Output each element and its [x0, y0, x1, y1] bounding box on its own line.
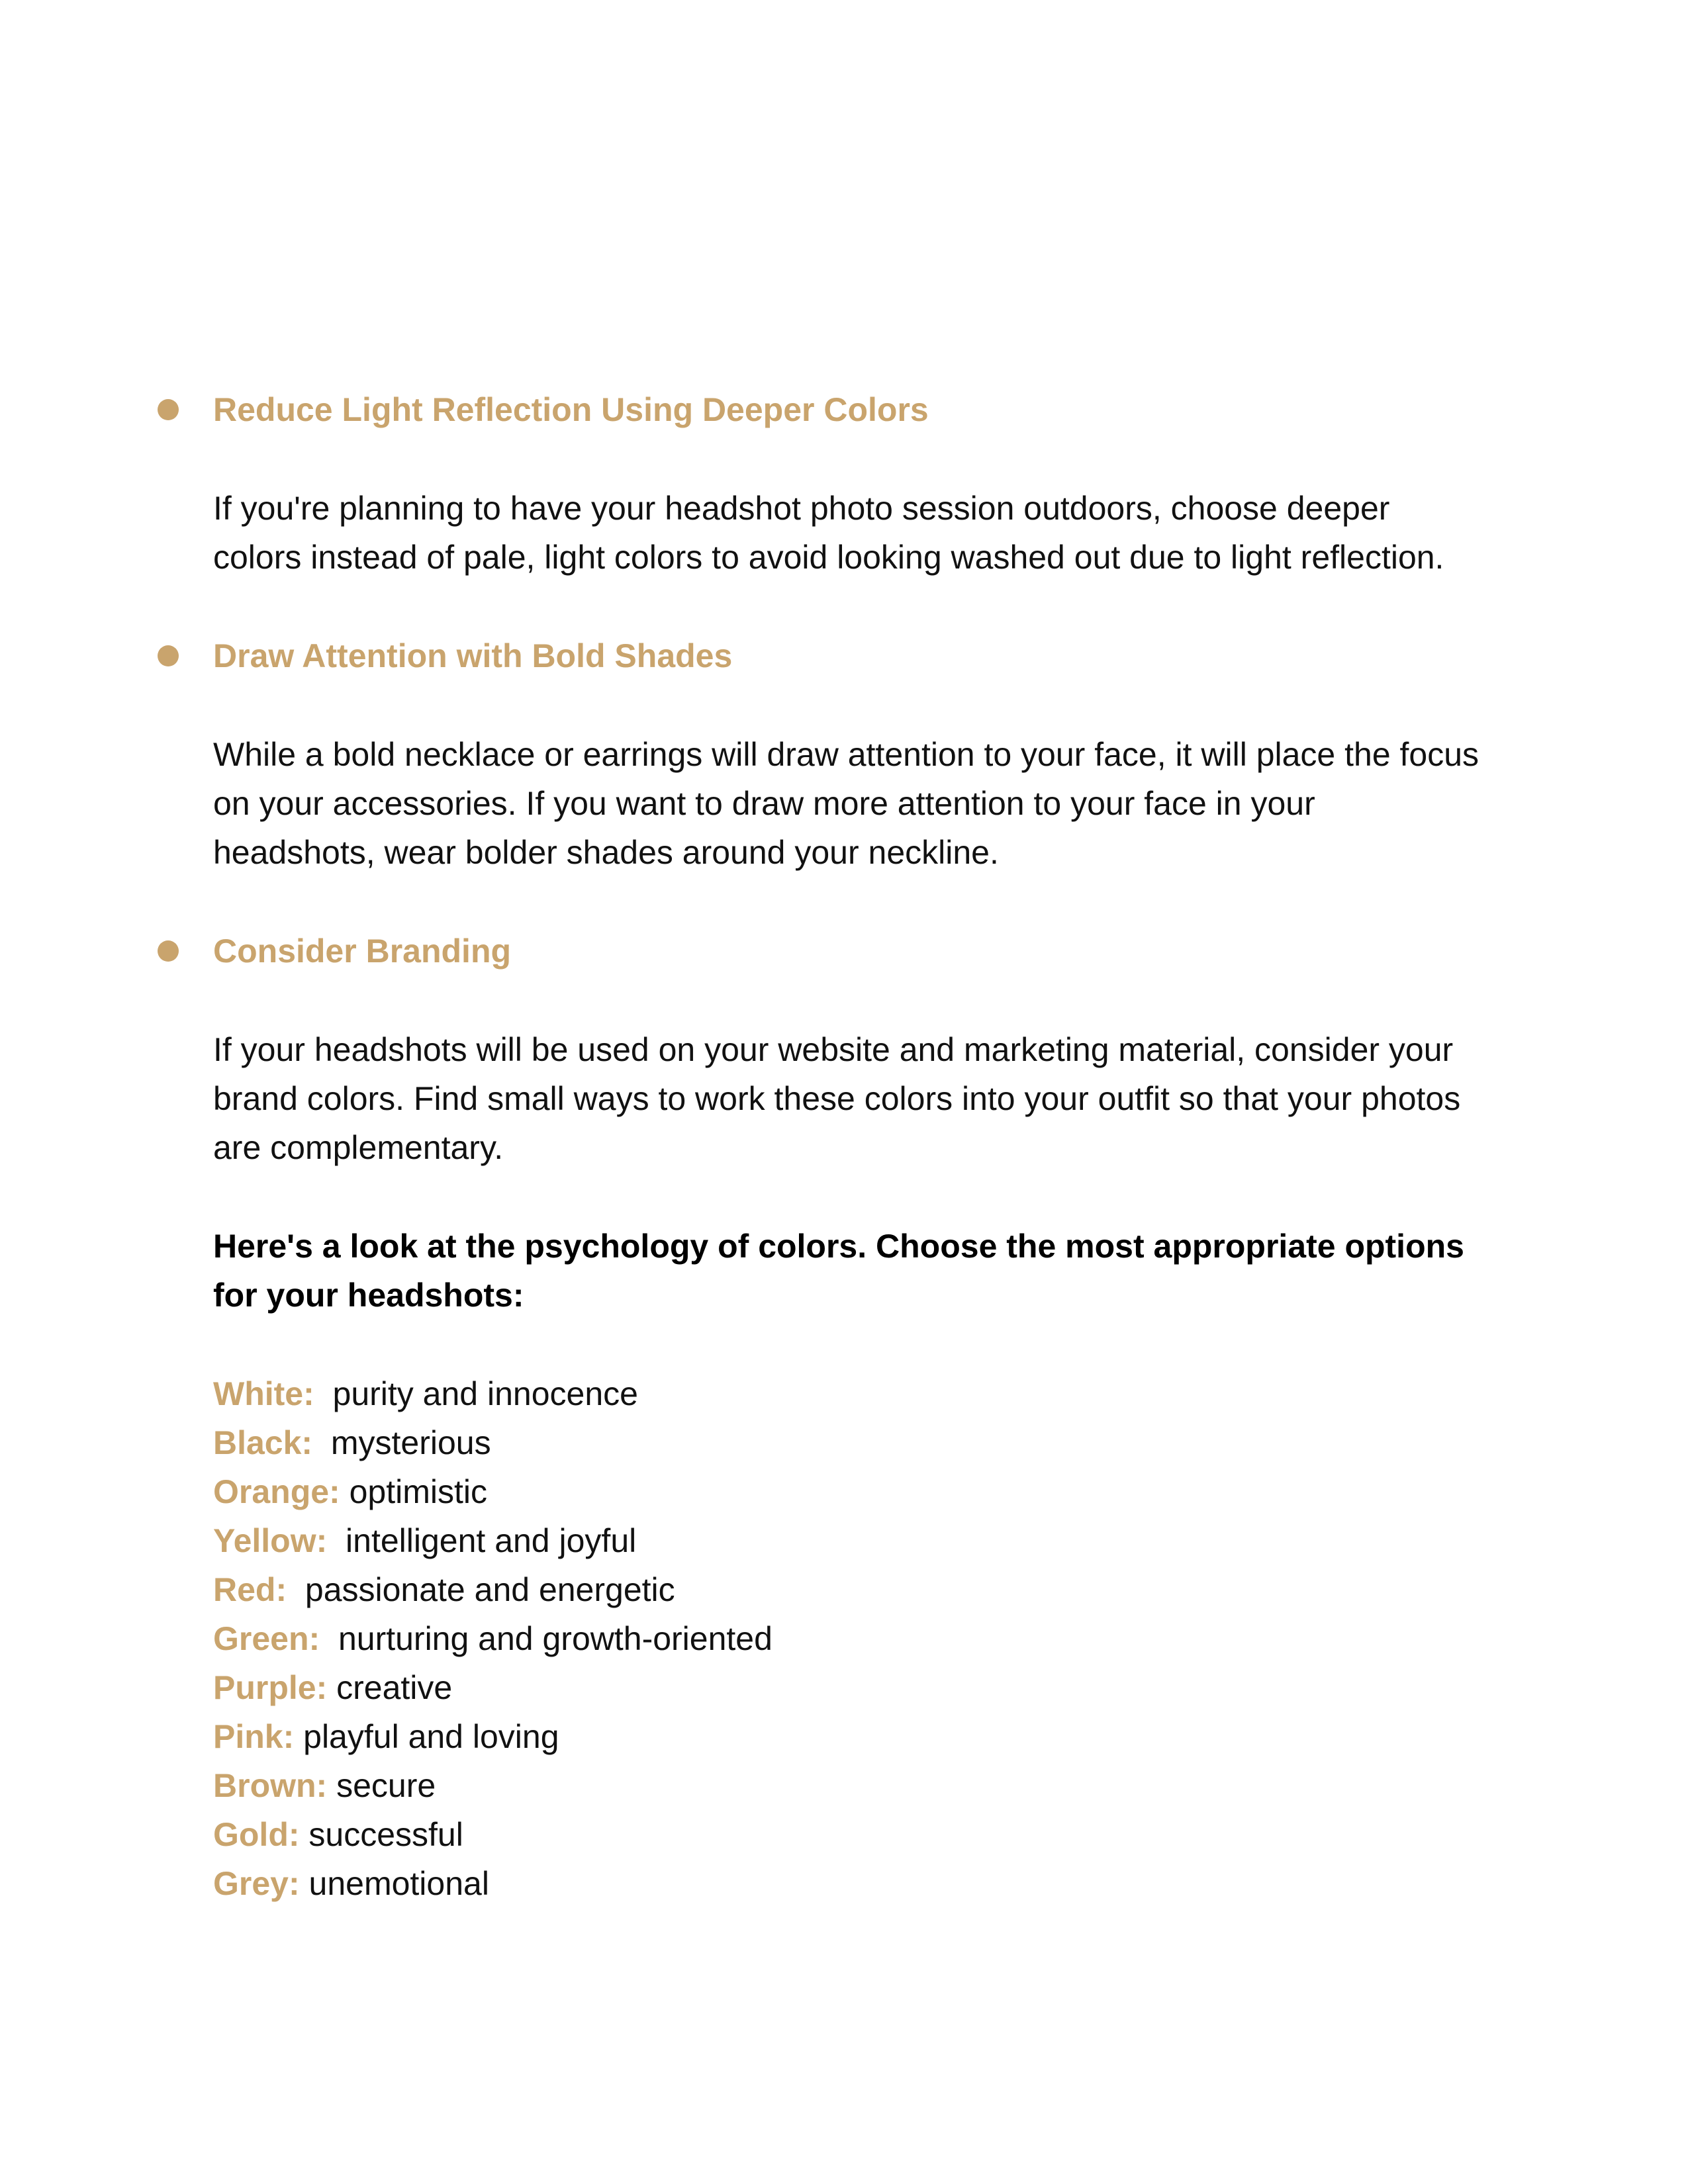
- color-description: playful and loving: [294, 1718, 559, 1755]
- color-name: Brown:: [213, 1767, 328, 1804]
- bullet-icon: [158, 645, 179, 666]
- tip-heading-text: Draw Attention with Bold Shades: [213, 637, 733, 674]
- tip-heading: [213, 927, 1484, 976]
- color-description: successful: [299, 1816, 463, 1853]
- color-description: creative: [327, 1669, 453, 1706]
- color-psychology-list: [213, 1369, 1484, 1908]
- tip-heading: [213, 385, 1484, 434]
- list-item: [213, 1369, 1484, 1418]
- bullet-icon: [158, 940, 179, 962]
- list-item: [213, 1516, 1484, 1565]
- color-name: Purple:: [213, 1669, 328, 1706]
- tip-heading-text: Consider Branding: [213, 933, 512, 970]
- color-psychology-intro: Here's a look at the psychology of colors. Choose the most appropriate options for your headshots:: [213, 1228, 1464, 1314]
- list-item: [213, 1761, 1484, 1810]
- tip-heading-text: Reduce Light Reflection Using Deeper Colors: [213, 391, 929, 428]
- list-item: [213, 1614, 1484, 1663]
- tip-heading: [213, 631, 1484, 680]
- tip-body: If your headshots will be used on your website and marketing material, consider your brand colors. Find small ways to work these colors into your outfit so that your photos are complementary.: [213, 1031, 1461, 1166]
- color-description: nurturing and growth-oriented: [320, 1620, 773, 1657]
- color-name: Red:: [213, 1571, 287, 1608]
- tip-body: While a bold necklace or earrings will draw attention to your face, it will place the focus on your accessories. If you want to draw more attention to your face in your headshots, wear bolder shades around your neckline.: [213, 736, 1479, 871]
- tip-section-branding: [213, 927, 1484, 1172]
- list-item: [213, 1418, 1484, 1467]
- color-description: passionate and energetic: [287, 1571, 675, 1608]
- color-name: Black:: [213, 1424, 313, 1461]
- color-name: Green:: [213, 1620, 320, 1657]
- tip-body: If you're planning to have your headshot photo session outdoors, choose deeper colors instead of pale, light colors to avoid looking washed out due to light reflection.: [213, 490, 1444, 576]
- list-item: [213, 1663, 1484, 1712]
- color-name: Grey:: [213, 1865, 300, 1902]
- list-item: [213, 1467, 1484, 1516]
- color-name: Orange:: [213, 1473, 340, 1510]
- color-description: mysterious: [312, 1424, 491, 1461]
- color-description: secure: [327, 1767, 436, 1804]
- tip-section-bold-shades: [213, 631, 1484, 877]
- bullet-icon: [158, 399, 179, 420]
- color-description: unemotional: [299, 1865, 489, 1902]
- color-description: purity and innocence: [314, 1375, 638, 1412]
- color-description: optimistic: [340, 1473, 487, 1510]
- color-name: White:: [213, 1375, 314, 1412]
- page-content: [213, 385, 1484, 1908]
- color-name: Gold:: [213, 1816, 300, 1853]
- list-item: [213, 1810, 1484, 1859]
- list-item: [213, 1712, 1484, 1761]
- list-item: [213, 1859, 1484, 1908]
- tip-section-light-reflection: [213, 385, 1484, 582]
- color-name: Pink:: [213, 1718, 295, 1755]
- color-name: Yellow:: [213, 1522, 328, 1559]
- color-description: intelligent and joyful: [327, 1522, 637, 1559]
- list-item: [213, 1565, 1484, 1614]
